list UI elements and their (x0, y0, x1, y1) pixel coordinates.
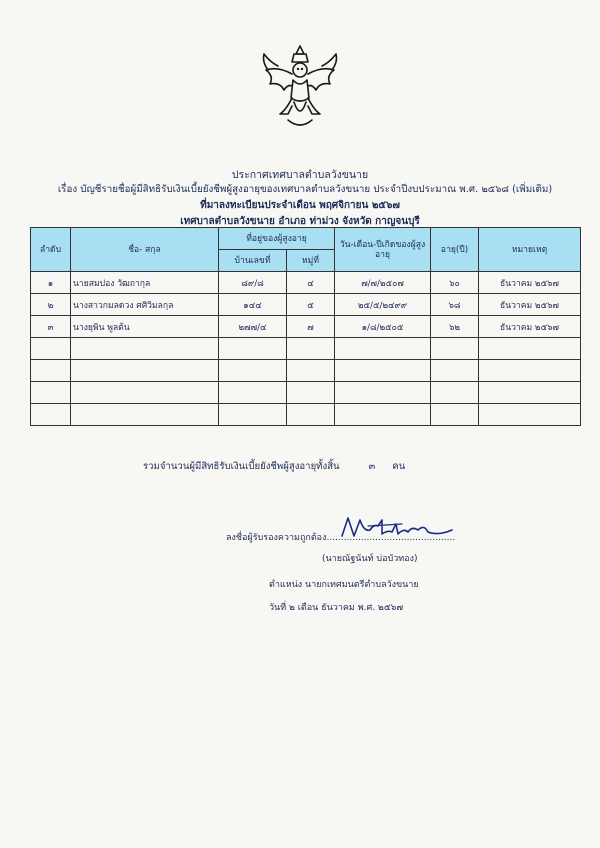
row-remark: ธันวาคม ๒๕๖๗ (479, 316, 581, 338)
empty-row (31, 360, 581, 382)
header-dob: วัน-เดือน-ปีเกิดของผู้สูงอายุ (335, 228, 431, 272)
row-age: ๖๐ (431, 272, 479, 294)
row-name: นายสมปอง วัฒถากุล (71, 272, 219, 294)
registration-month: ที่มาลงทะเบียนประจำเดือน พฤศจิกายน ๒๕๖๗ (200, 200, 400, 211)
summary-unit: คน (392, 461, 406, 472)
signer-name: (นายณัฐนันท์ บ่อบัวทอง) (322, 554, 418, 564)
row-dob: ๒๕/๕/๒๔๙๙ (335, 294, 431, 316)
row-no: ๒ (31, 294, 71, 316)
certifier-label: ลงชื่อผู้รับรองความถูกต้อง............................................. (226, 533, 456, 543)
row-remark: ธันวาคม ๒๕๖๗ (479, 272, 581, 294)
table-row (31, 294, 581, 316)
row-moo: ๕ (287, 294, 335, 316)
header-remark: หมายเหตุ (479, 228, 581, 272)
summary-count: ๓ (368, 461, 376, 472)
table-row (31, 272, 581, 294)
empty-row (31, 404, 581, 426)
row-name: นางยุพิน พูลต้น (71, 316, 219, 338)
summary-label: รวมจำนวนผู้มีสิทธิรับเงินเบี้ยยังชีพผู้สูงอายุทั้งสิ้น (143, 461, 340, 472)
empty-row (31, 382, 581, 404)
row-house-no: ๘๙/๘ (219, 272, 287, 294)
header-house-no: บ้านเลขที่ (219, 250, 287, 272)
header-name: ชื่อ- สกุล (71, 228, 219, 272)
row-house-no: ๑๔๔ (219, 294, 287, 316)
row-moo: ๔ (287, 272, 335, 294)
total-summary (143, 459, 405, 474)
office-location: เทศบาลตำบลวังขนาย อำเภอ ท่าม่วง จังหวัด กาญจนบุรี (180, 216, 420, 227)
beneficiary-table (30, 227, 581, 426)
row-house-no: ๒๗๗/๔ (219, 316, 287, 338)
row-no: ๓ (31, 316, 71, 338)
row-name: นางสาวกมลดวง ศศิวิมลกุล (71, 294, 219, 316)
row-moo: ๗ (287, 316, 335, 338)
row-remark: ธันวาคม ๒๕๖๗ (479, 294, 581, 316)
row-age: ๖๒ (431, 316, 479, 338)
header-address: ที่อยู่ของผู้สูงอายุ (219, 228, 335, 250)
table-row (31, 316, 581, 338)
signed-date: วันที่ ๒ เดือน ธันวาคม พ.ศ. ๒๕๖๗ (269, 603, 404, 613)
row-dob: ๑/๘/๒๕๐๕ (335, 316, 431, 338)
signer-position: ตำแหน่ง นายกเทศมนตรีตำบลวังขนาย (269, 580, 419, 590)
row-no: ๑ (31, 272, 71, 294)
row-age: ๖๘ (431, 294, 479, 316)
announcement-subject: เรื่อง บัญชีรายชื่อผู้มีสิทธิรับเงินเบี้ยยังชีพผู้สูงอายุของเทศบาลตำบลวังขนาย ประจำปีงบประมาณ พ.ศ. ๒๕๖๘ (เพิ่มเติม) (57, 184, 553, 195)
header-no: ลำดับ (31, 228, 71, 272)
garuda-emblem (258, 40, 342, 132)
header-moo: หมู่ที่ (287, 250, 335, 272)
header-age: อายุ(ปี) (431, 228, 479, 272)
signature-mark (338, 512, 456, 544)
row-dob: ๗/๗/๒๕๐๗ (335, 272, 431, 294)
announcement-title: ประกาศเทศบาลตำบลวังขนาย (231, 169, 369, 181)
empty-row (31, 338, 581, 360)
